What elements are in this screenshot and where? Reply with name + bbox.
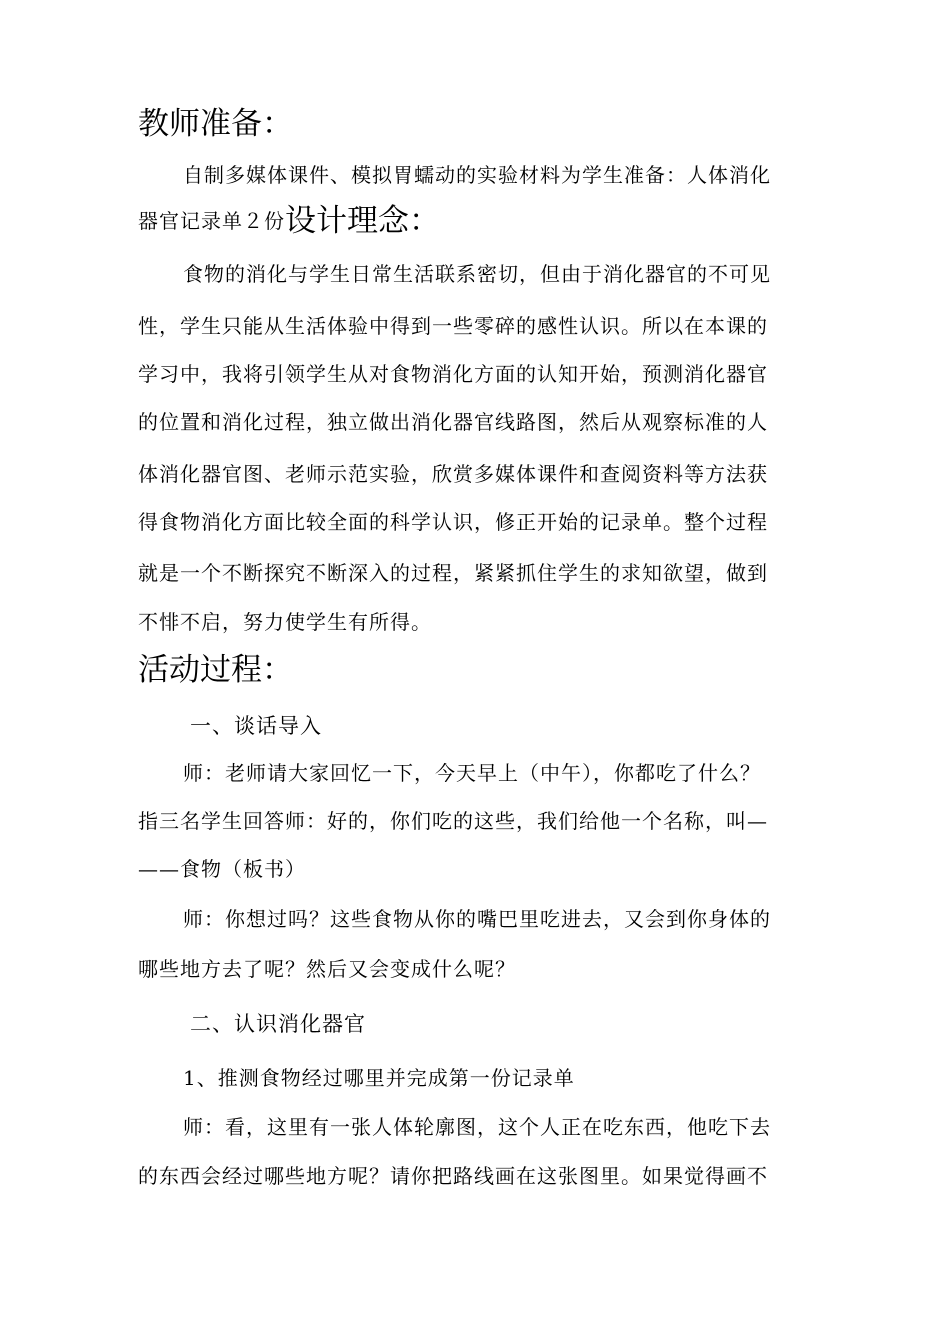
design-line-1: 食物的消化与学生日常生活联系密切，但由于消化器官的不可见 — [183, 262, 771, 286]
part1-line-1: 师：老师请大家回忆一下，今天早上（中午），你都吃了什么？ — [183, 761, 761, 785]
design-line-5: 体消化器官图、老师示范实验，欣赏多媒体课件和查阅资料等方法获 — [138, 462, 768, 486]
design-line-7: 就是一个不断探究不断深入的过程，紧紧抓住学生的求知欲望，做到 — [138, 561, 768, 585]
design-concept-heading: 设计理念： — [285, 203, 440, 239]
part1b-line-2: 哪些地方去了呢？然后又会变成什么呢？ — [138, 957, 516, 981]
part1-line-3: ——食物（板书） — [138, 857, 306, 881]
activity-heading: 活动过程： — [138, 652, 293, 688]
teacher-prep-text-2: 器官记录单２份 — [138, 209, 285, 233]
design-line-2: 性，学生只能从生活体验中得到一些零碎的感性认识。所以在本课的 — [138, 314, 768, 338]
teacher-prep-heading: 教师准备： — [138, 106, 293, 142]
part2-line-1: 师：看，这里有一张人体轮廓图，这个人正在吃东西，他吃下去 — [183, 1115, 771, 1139]
teacher-prep-line-2 — [138, 203, 440, 239]
design-line-4: 的位置和消化过程，独立做出消化器官线路图，然后从观察标准的人 — [138, 410, 768, 434]
design-line-8: 不悱不启，努力使学生有所得。 — [138, 610, 432, 634]
part2-step: 1、推测食物经过哪里并完成第一份记录单 — [183, 1066, 575, 1090]
part2-title: 二、认识消化器官 — [190, 1012, 366, 1036]
design-line-6: 得食物消化方面比较全面的科学认识，修正开始的记录单。整个过程 — [138, 510, 768, 534]
part2-line-2: 的东西会经过哪些地方呢？请你把路线画在这张图里。如果觉得画不 — [138, 1164, 768, 1188]
part1b-line-1: 师：你想过吗？这些食物从你的嘴巴里吃进去，又会到你身体的 — [183, 907, 771, 931]
part1-line-2: 指三名学生回答师：好的，你们吃的这些，我们给他一个名称，叫— — [138, 809, 768, 833]
design-line-3: 学习中，我将引领学生从对食物消化方面的认知开始，预测消化器官 — [138, 362, 768, 386]
part1-title: 一、谈话导入 — [190, 714, 322, 738]
teacher-prep-line-1: 自制多媒体课件、模拟胃蠕动的实验材料为学生准备：人体消化 — [183, 163, 771, 187]
